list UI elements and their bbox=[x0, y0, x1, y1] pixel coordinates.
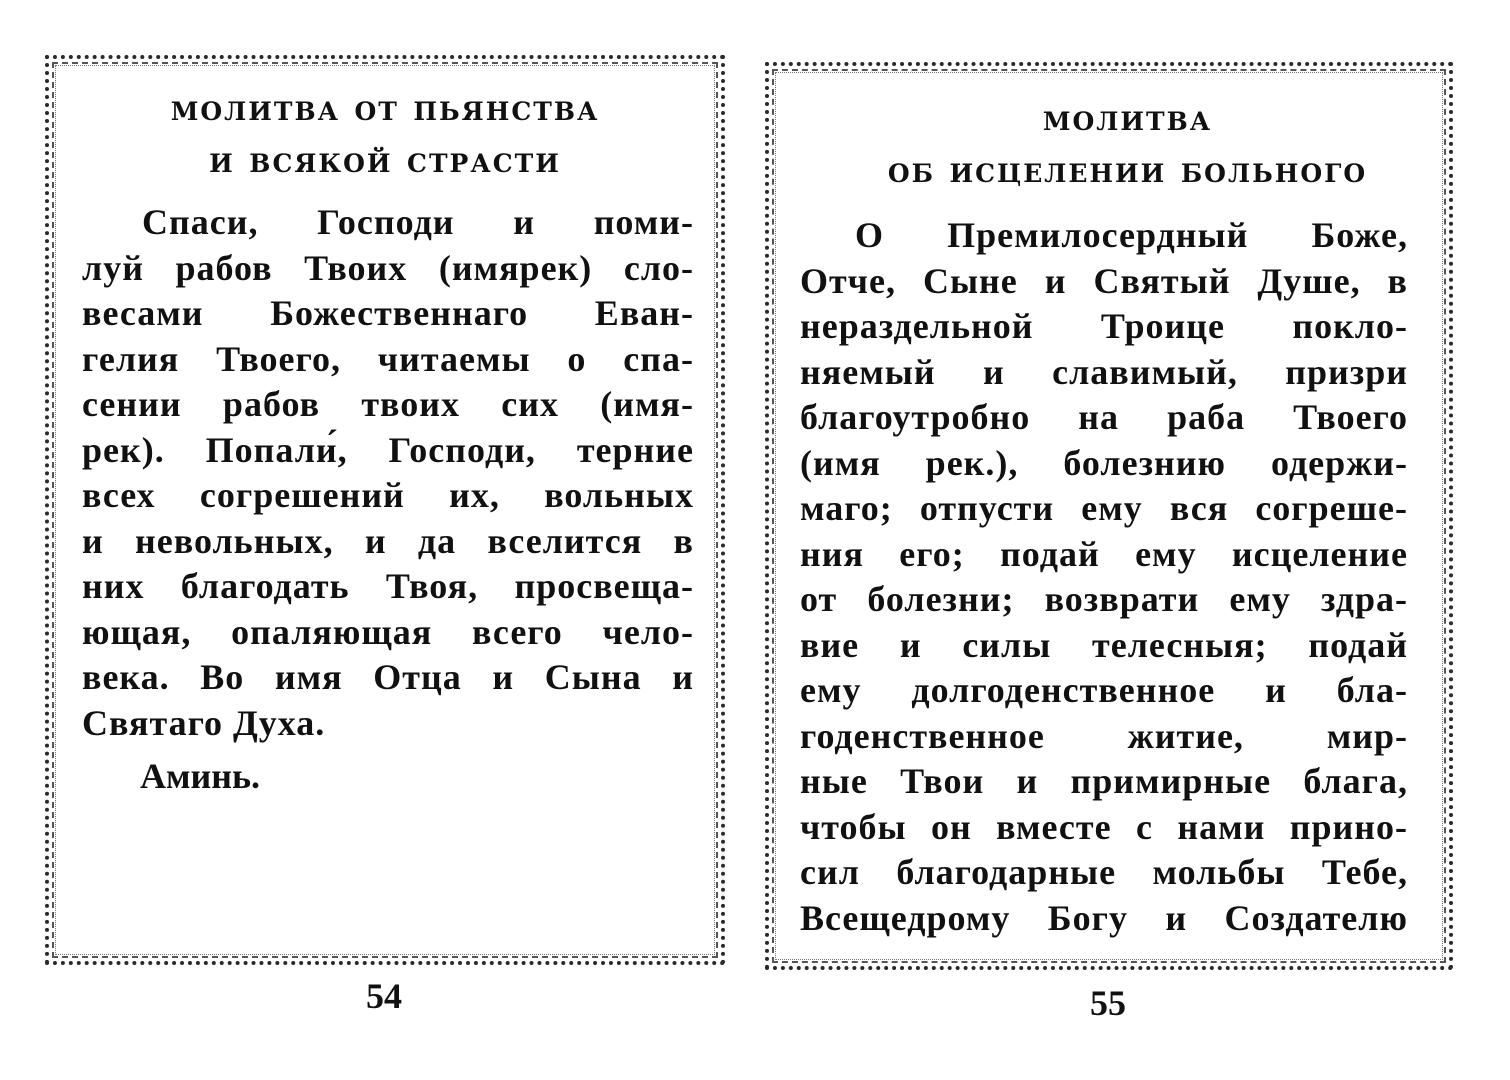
right-line-14: чтобы он вместе с нами прино- bbox=[800, 806, 1408, 847]
right-line-15: сил благодарные мольбы Тебе, bbox=[800, 852, 1408, 892]
left-line-3: весами Божественнаго Еван- bbox=[82, 293, 694, 333]
amen-text: Аминь. bbox=[140, 756, 261, 796]
left-line-4: гелия Твоего, читаемы о спа- bbox=[82, 338, 694, 379]
right-line-3: нераздельной Троице покло- bbox=[800, 306, 1408, 346]
left-page-title bbox=[60, 82, 710, 186]
right-line-12: годенственное житие, мир- bbox=[800, 715, 1408, 756]
left-line-8: и невольных, и да вселится в bbox=[82, 520, 694, 561]
left-title-line-1: молитва от пьянства bbox=[170, 87, 600, 129]
left-line-2: луй рабов Твоих (имярек) сло- bbox=[82, 247, 694, 288]
right-line-6: (имя рек.), болезнию одержи- bbox=[800, 442, 1408, 483]
left-line-5: сении рабов твоих сих (имя- bbox=[82, 384, 694, 424]
right-line-16: Всещедрому Богу и Создателю bbox=[800, 897, 1408, 938]
right-page-title bbox=[785, 92, 1470, 196]
right-page bbox=[755, 0, 1510, 1080]
left-line-12: Святаго Духа. bbox=[82, 702, 326, 743]
right-line-5: благоутробно на раба Твоего bbox=[800, 397, 1408, 437]
right-page-number: 55 bbox=[1090, 983, 1126, 1023]
left-line-10: ющая, опаляющая всего чело- bbox=[82, 611, 694, 652]
left-line-9: них благодать Твоя, просвеща- bbox=[82, 566, 694, 606]
right-line-13: ные Твои и примирные блага, bbox=[800, 761, 1408, 801]
right-prayer-text bbox=[800, 213, 1408, 941]
right-line-10: вие и силы телесныя; подай bbox=[800, 624, 1408, 665]
left-prayer-text bbox=[82, 200, 694, 746]
left-title-line-2: и всякой страсти bbox=[209, 139, 561, 181]
left-line-11: века. Во имя Отца и Сына и bbox=[82, 657, 694, 697]
left-line-7: всех согрешений их, вольных bbox=[82, 475, 694, 515]
right-title-line-2: об исцелении больного bbox=[887, 149, 1368, 191]
right-title-line-1: молитва bbox=[1042, 97, 1213, 139]
right-line-1: О Премилосердный Боже, bbox=[855, 215, 1408, 255]
right-line-4: няемый и славимый, призри bbox=[800, 351, 1408, 392]
right-line-7: маго; отпусти ему вся согреше- bbox=[800, 488, 1408, 528]
right-line-2: Отче, Сыне и Святый Душе, в bbox=[800, 260, 1408, 301]
right-line-8: ния его; подай ему исцеление bbox=[800, 533, 1408, 574]
left-line-6: рек). Попали́, Господи, терние bbox=[82, 429, 694, 470]
right-line-11: ему долгоденственное и бла- bbox=[800, 670, 1408, 710]
right-line-9: от болезни; возврати ему здра- bbox=[800, 579, 1408, 619]
left-line-1: Спаси, Господи и поми- bbox=[142, 202, 694, 242]
left-page-number: 54 bbox=[366, 976, 402, 1016]
